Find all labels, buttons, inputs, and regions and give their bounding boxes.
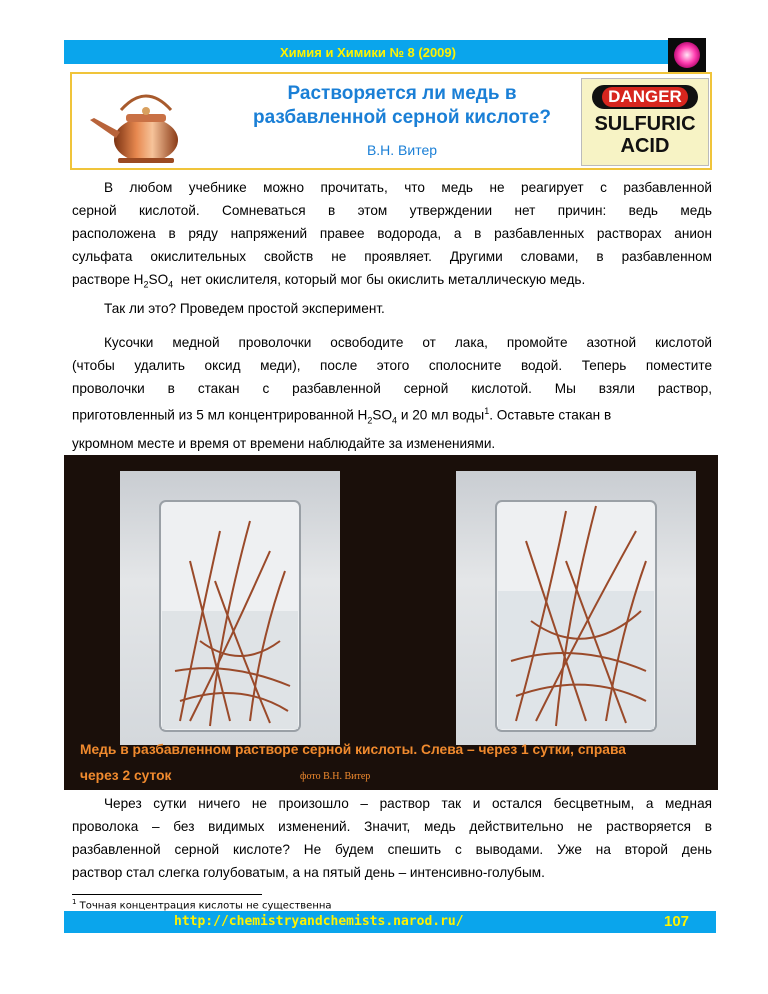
footnote: $^1$ Точная концентрация кислоты не существенна (72, 898, 332, 912)
logo-orb-icon (674, 42, 700, 68)
beaker-day1-image (120, 471, 340, 745)
copper-kettle-image (76, 80, 216, 164)
photo-caption-line1: Медь в разбавленном растворе серной кислоты. Слева – через 1 сутки, справа (80, 742, 626, 757)
article-author: В.Н. Витер (366, 142, 438, 158)
danger-label: DANGER (592, 85, 698, 109)
paragraph-results: Через сутки ничего не произошло – раствор так и остался бесцветным, а медная проволока – без видимых изменений. Значит, медь действительно не растворяется в разбавленной серной кислоте? Не будем спешить с выводами. Уже на второй день раствор стал слегка голубоватым, а на пятый день – интенсивно-голубым. (72, 796, 712, 880)
page-number: 107 (664, 913, 690, 930)
article-title-box (70, 72, 712, 170)
paragraph-intro: В любом учебнике можно прочитать, что медь не реагирует с разбавленной серной кислотой. Сомневаться в этом утверждении нет причин: ведь медь расположена в ряду напряжений правее водорода, а в разбавленных растворах анион сульфата окислительных свойств не проявляет. Другими словами, в разбавленном растворе $H_2SO_4$ нет окислителя, который мог бы окислить металлическую медь. Так ли это? Проведем простой эксперимент. (72, 180, 712, 316)
site-url-link[interactable]: http://chemistryandchemists.narod.ru/ (174, 914, 464, 929)
footnote-divider (72, 894, 262, 895)
danger-sulfuric-acid-sign (581, 78, 709, 166)
beaker-day2-image (456, 471, 696, 745)
photo-caption-line2: через 2 суток (80, 768, 172, 783)
article-title-line1: Растворяется ли медь в (287, 83, 517, 104)
article-title-line2: разбавленной серной кислоте? (253, 107, 551, 128)
sign-text: SULFURIC ACID (594, 113, 696, 157)
paragraph-experiment: Кусочки медной проволочки освободите от лака, промойте азотной кислотой (чтобы удалить оксид меди), после этого сполосните водой. Теперь поместите проволочки в стакан с разбавленной серной кислотой. Мы взяли раствор, приготовленный из 5 мл концентрированной $H_2SO_4$ и 20 мл воды$^1$. Оставьте стакан в укромном месте и время от времени наблюдайте за изменениями. (72, 335, 712, 452)
experiment-photo (64, 455, 718, 790)
journal-title: Химия и Химики № 8 (2009) (280, 44, 456, 60)
page-footer (64, 911, 716, 933)
journal-header (64, 40, 672, 64)
title-text-block (222, 82, 582, 158)
footnote-ref: 1 (484, 406, 490, 416)
photo-credit: фото В.Н. Витер (300, 771, 371, 782)
journal-logo (668, 38, 706, 72)
